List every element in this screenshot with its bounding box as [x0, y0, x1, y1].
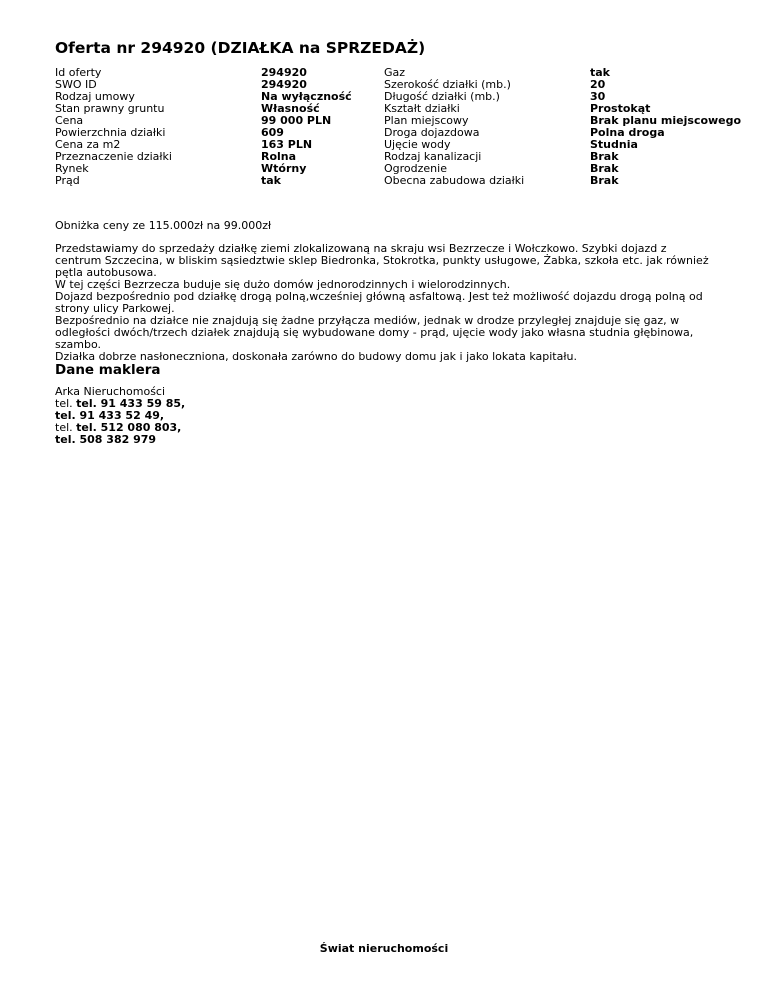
- detail-label: Cena: [55, 114, 84, 127]
- phone-number: tel. 91 433 59 85,: [76, 397, 186, 410]
- footer-brand: Świat nieruchomości: [319, 942, 449, 955]
- detail-label: Cena za m2: [55, 138, 121, 151]
- page-title: Oferta nr 294920 (DZIAŁKA na SPRZEDAŻ): [55, 39, 426, 57]
- detail-value: 294920: [261, 78, 307, 91]
- detail-value: Własność: [261, 102, 320, 115]
- detail-value: tak: [590, 66, 610, 79]
- details-left-labels: [55, 67, 172, 187]
- detail-label: Szerokość działki (mb.): [384, 78, 511, 91]
- detail-label: Ogrodzenie: [384, 162, 447, 175]
- description-paragraph: Przedstawiamy do sprzedaży działkę ziemi zlokalizowaną na skraju wsi Bezrzecze i Wołczkowo. Szybki dojazd z centrum Szczecina, w bliskim sąsiedztwie sklep Biedronka, Stokrotka, punkty usługowe, Żabka, szkoła etc. jak również pętla autobusowa.: [55, 242, 709, 279]
- detail-label: Rynek: [55, 162, 89, 175]
- detail-value: 163 PLN: [261, 138, 313, 151]
- details-right-labels: [384, 67, 524, 187]
- detail-label: Id oferty: [55, 66, 102, 79]
- details-left-values: [261, 67, 352, 187]
- detail-value: 609: [261, 126, 284, 139]
- agent-phone-line: [55, 434, 185, 446]
- phone-number: tel. 512 080 803,: [76, 421, 182, 434]
- detail-value: 99 000 PLN: [261, 114, 332, 127]
- detail-value: tak: [261, 174, 281, 187]
- detail-value: Polna droga: [590, 126, 665, 139]
- detail-value: 30: [590, 90, 606, 103]
- detail-value: Na wyłączność: [261, 90, 352, 103]
- detail-value: 294920: [261, 66, 307, 79]
- detail-label: Rodzaj umowy: [55, 90, 135, 103]
- detail-label: Ujęcie wody: [384, 138, 451, 151]
- description-paragraph: Dojazd bezpośrednio pod działkę drogą polną,wcześniej główną asfaltową. Jest też możliwość dojazdu drogą polną od strony ulicy Parkowej.: [55, 290, 703, 315]
- detail-value: 20: [590, 78, 606, 91]
- detail-label: Rodzaj kanalizacji: [384, 150, 482, 163]
- detail-label: SWO ID: [55, 78, 97, 91]
- agent-heading: Dane maklera: [55, 362, 161, 378]
- detail-value: Brak: [590, 162, 619, 175]
- detail-label: Obecna zabudowa działki: [384, 174, 525, 187]
- agent-contact: [55, 386, 185, 446]
- detail-label: Długość działki (mb.): [384, 90, 500, 103]
- detail-value: Rolna: [261, 150, 297, 163]
- description-paragraph: W tej części Bezrzecza buduje się dużo domów jednorodzinnych i wielorodzinnych.: [55, 278, 511, 291]
- offer-description: [55, 243, 715, 363]
- detail-value: Wtórny: [261, 162, 307, 175]
- description-paragraph: Bezpośrednio na działce nie znajdują się żadne przyłącza mediów, jednak w drodze przyległej znajduje się gaz, w odległości dwóch/trzech działek znajdują się wybudowane domy - prąd, ujęcie wody jako własna studnia głębinowa, szambo.: [55, 314, 694, 351]
- detail-value: Brak planu miejscowego: [590, 114, 742, 127]
- detail-label: Prąd: [55, 174, 80, 187]
- phone-prefix: tel.: [55, 421, 77, 434]
- detail-label: Gaz: [384, 66, 406, 79]
- detail-label: Stan prawny gruntu: [55, 102, 165, 115]
- agent-company: Arka Nieruchomości: [55, 385, 166, 398]
- phone-number: tel. 91 433 52 49,: [55, 409, 165, 422]
- detail-label: Przeznaczenie działki: [55, 150, 172, 163]
- detail-label: Plan miejscowy: [384, 114, 469, 127]
- phone-number: tel. 508 382 979: [55, 433, 157, 446]
- detail-value: Prostokąt: [590, 102, 651, 115]
- phone-prefix: tel.: [55, 397, 77, 410]
- detail-value: Brak: [590, 174, 619, 187]
- detail-label: Kształt działki: [384, 102, 460, 115]
- price-reduction-note: Obniżka ceny ze 115.000zł na 99.000zł: [55, 219, 272, 232]
- description-paragraph: Działka dobrze nasłoneczniona, doskonała zarówno do budowy domu jak i jako lokata kapitału.: [55, 350, 577, 363]
- details-right-values: [590, 67, 741, 187]
- detail-label: Droga dojazdowa: [384, 126, 480, 139]
- detail-value: Brak: [590, 150, 619, 163]
- detail-value: Studnia: [590, 138, 638, 151]
- detail-label: Powierzchnia działki: [55, 126, 166, 139]
